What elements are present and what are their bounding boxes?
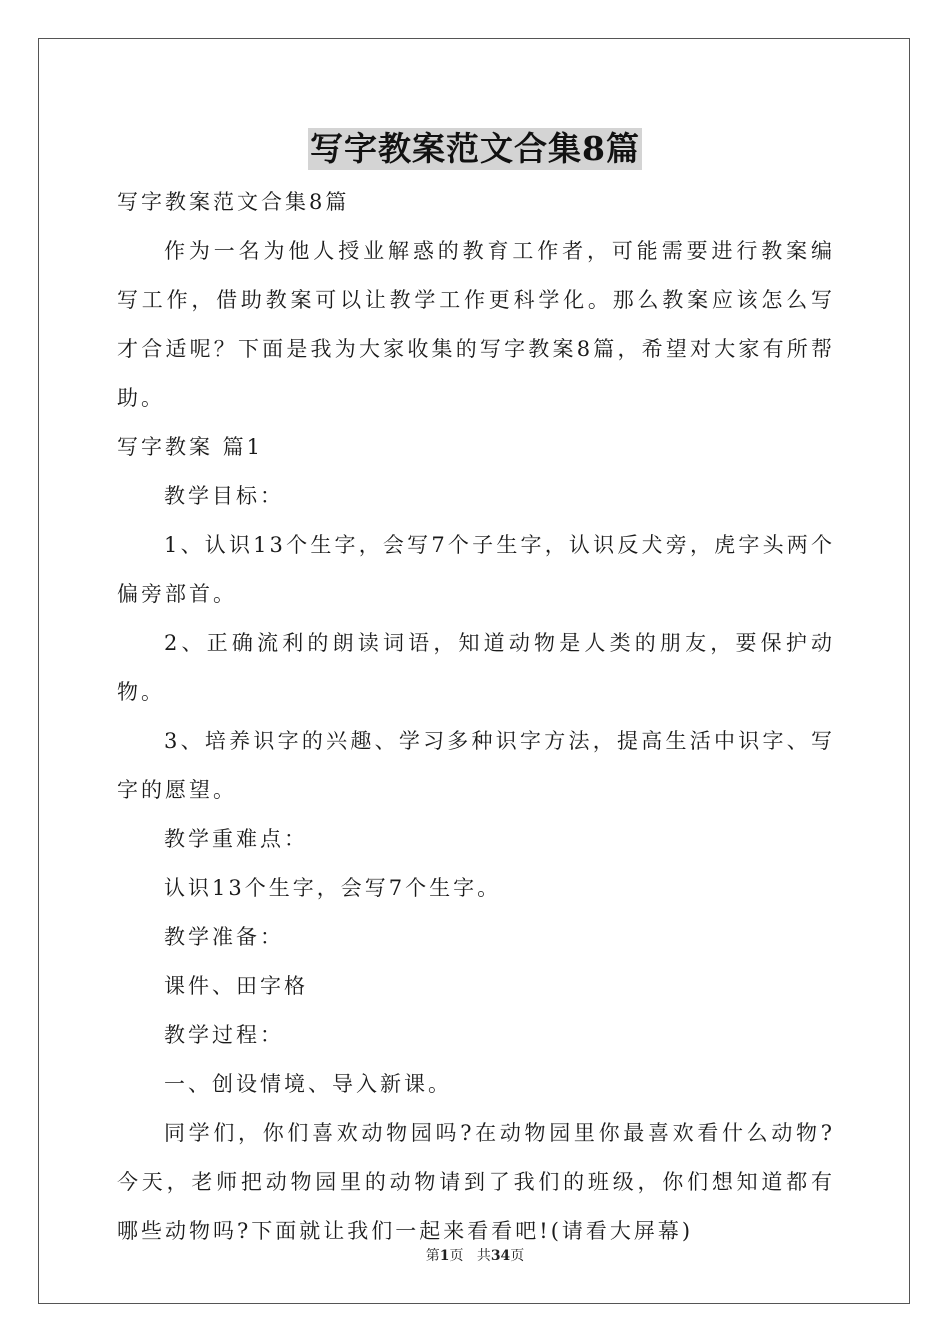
- paragraph: 1、认识13个生字，会写7个子生字，认识反犬旁，虎字头两个偏旁部首。: [117, 533, 835, 606]
- paragraph: 认识13个生字，会写7个生字。: [164, 876, 502, 900]
- page-footer: [0, 1245, 950, 1265]
- footer-total-suffix: 页: [510, 1248, 525, 1264]
- current-page-number: 1: [439, 1248, 450, 1264]
- paragraph: 教学目标：: [164, 484, 284, 508]
- document-title: 写字教案范文合集8篇: [310, 129, 640, 168]
- footer-prefix: 第: [425, 1248, 440, 1264]
- paragraph: 写字教案范文合集8篇: [117, 190, 350, 214]
- paragraph: 3、培养识字的兴趣、学习多种识字方法，提高生活中识字、写字的愿望。: [117, 729, 835, 802]
- paragraph: 教学过程：: [164, 1023, 284, 1047]
- paragraph: 一、创设情境、导入新课。: [164, 1072, 452, 1096]
- paragraph: 作为一名为他人授业解惑的教育工作者，可能需要进行教案编写工作，借助教案可以让教学工作更科学化。那么教案应该怎么写才合适呢？下面是我为大家收集的写字教案8篇，希望对大家有所帮助。: [117, 239, 835, 410]
- paragraph: 课件、田字格: [164, 974, 308, 998]
- footer-page-suffix: 页: [449, 1248, 464, 1264]
- paragraph: 教学准备：: [164, 925, 284, 949]
- paragraph: 同学们，你们喜欢动物园吗?在动物园里你最喜欢看什么动物?今天，老师把动物园里的动物请到了我们的班级，你们想知道都有哪些动物吗?下面就让我们一起来看看吧!(请看大屏幕): [117, 1121, 835, 1243]
- section-heading: 写字教案 篇1: [117, 435, 264, 459]
- title-container: [0, 128, 950, 170]
- total-pages-number: 34: [490, 1248, 511, 1264]
- paragraph: 教学重难点：: [164, 827, 308, 851]
- paragraph: 2、正确流利的朗读词语，知道动物是人类的朋友，要保护动物。: [117, 631, 835, 704]
- footer-total-prefix: 共: [476, 1248, 491, 1264]
- document-body: [117, 178, 835, 1256]
